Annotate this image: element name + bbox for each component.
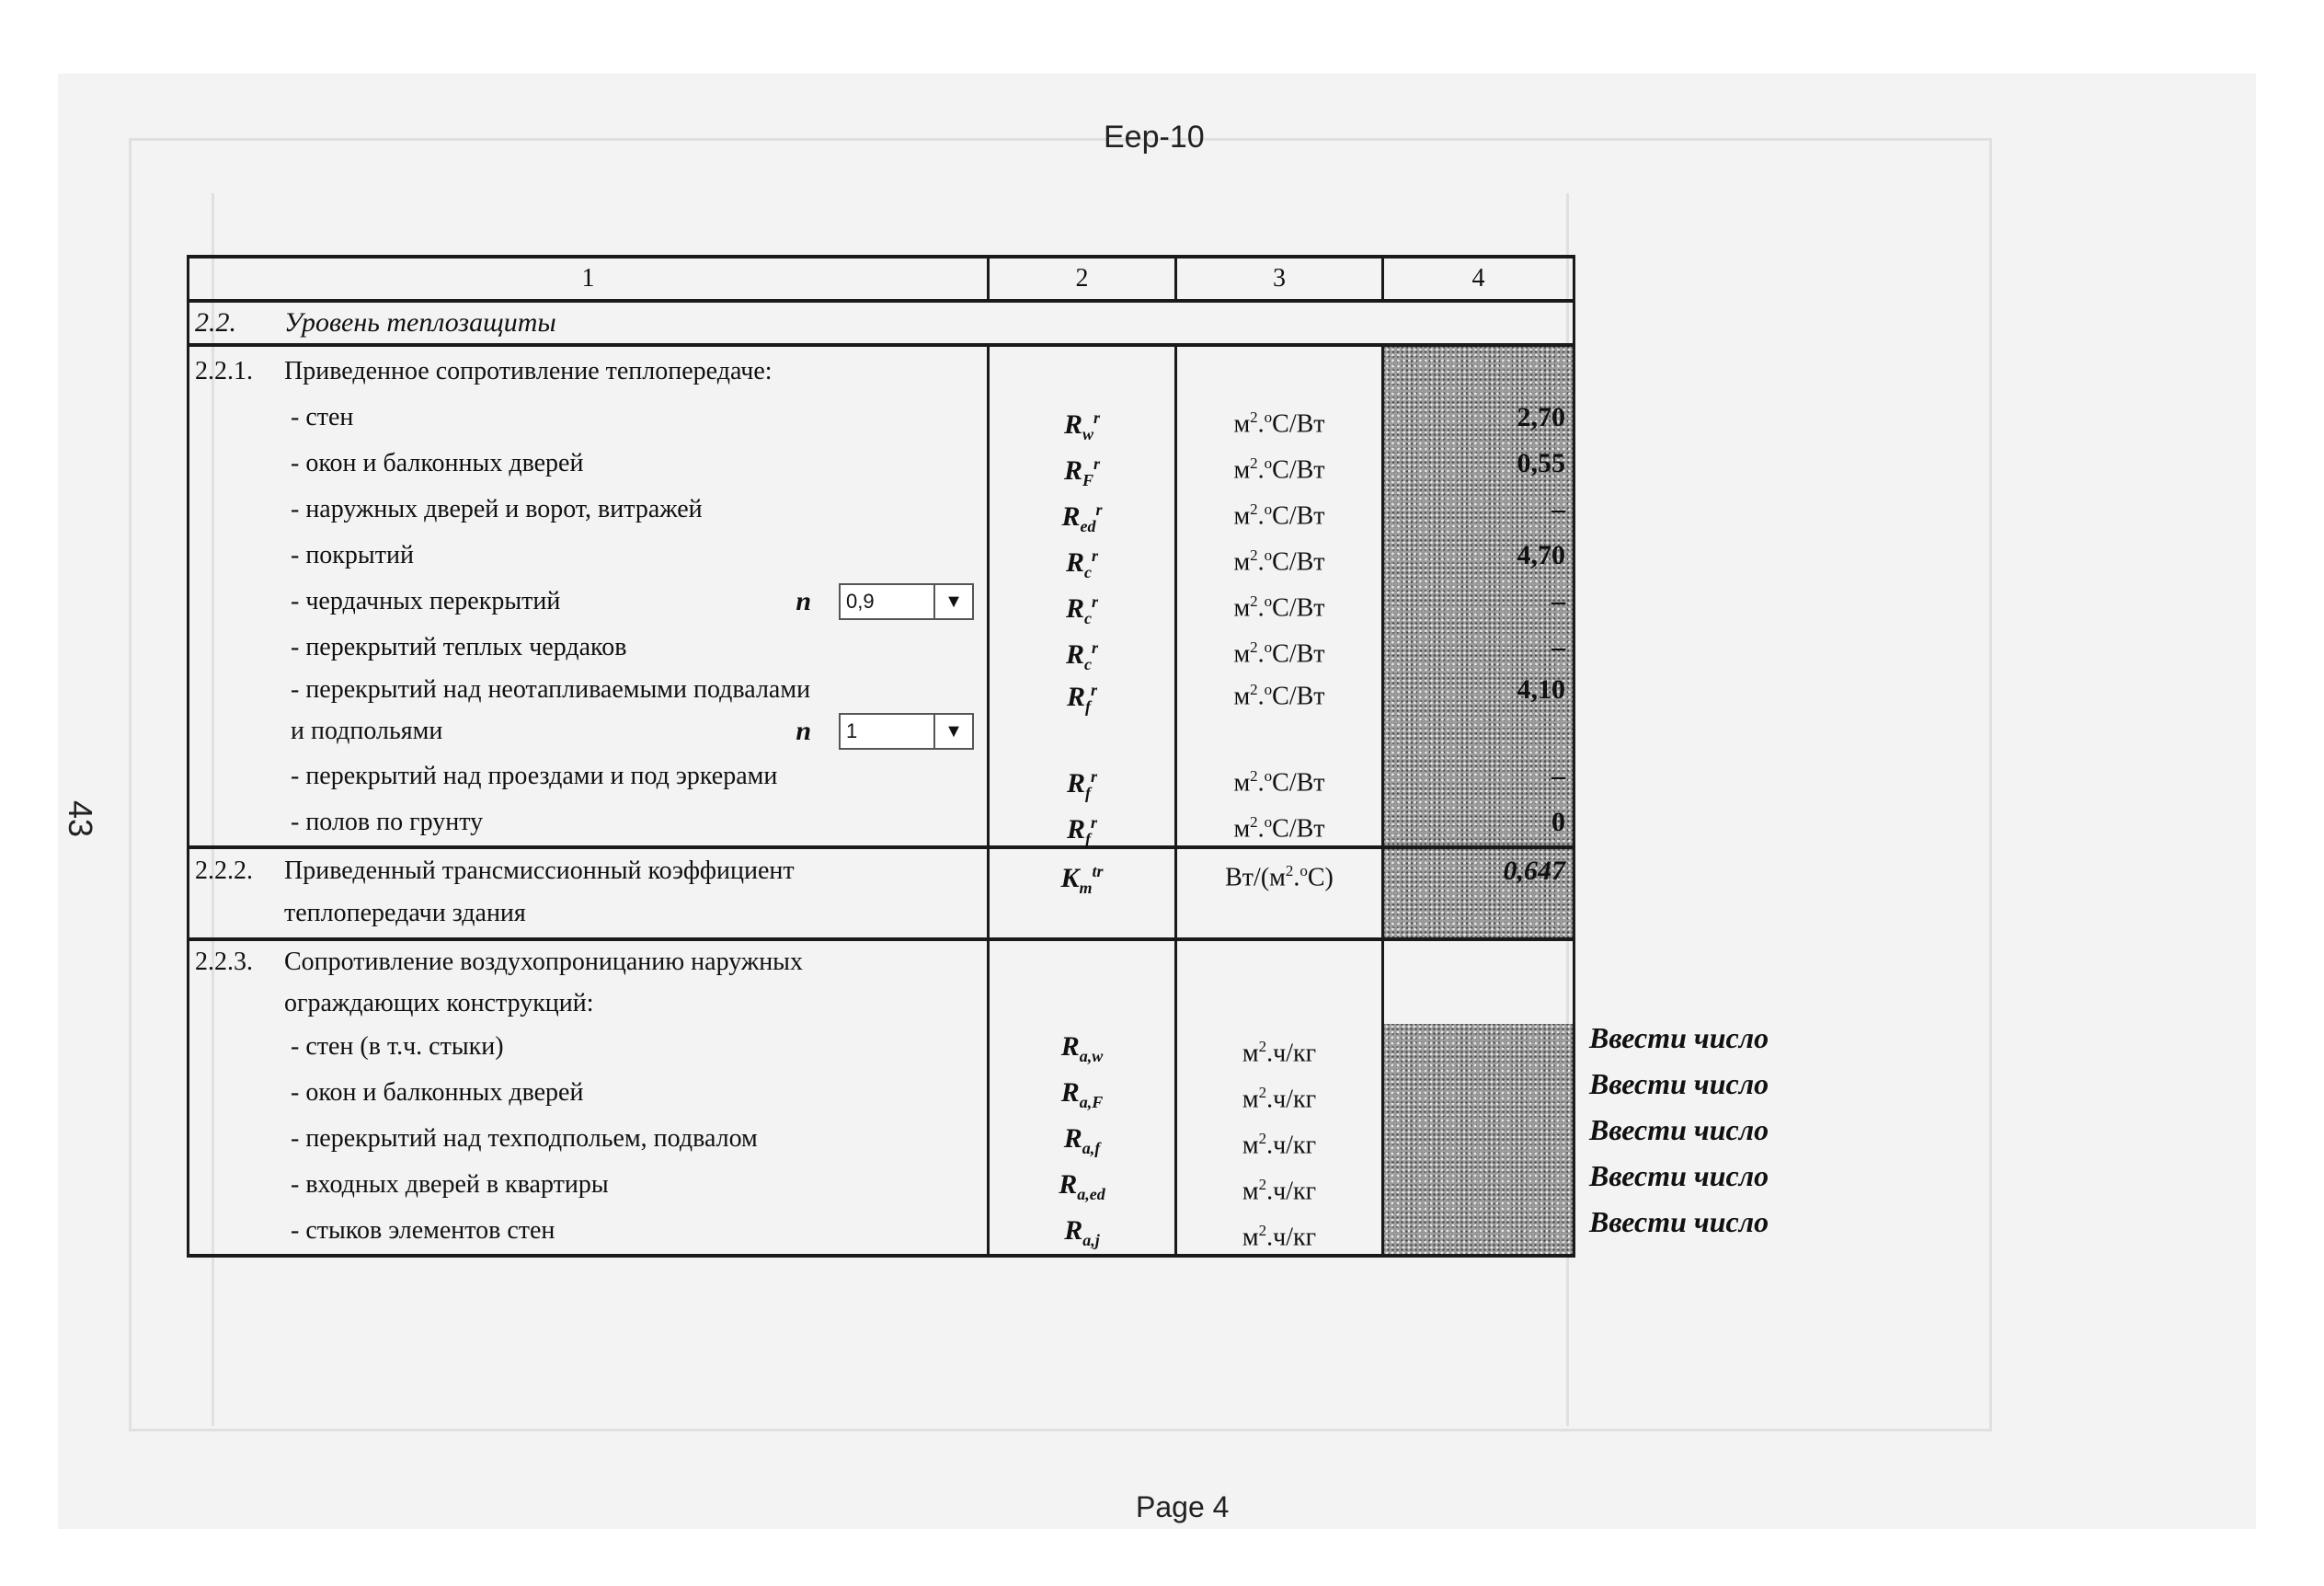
- labels-cell: [189, 939, 989, 1256]
- row-label: - стен (в т.ч. стыки): [291, 1032, 504, 1061]
- symbol: $R_F^r$: [1063, 454, 1101, 489]
- page-number: 43: [62, 800, 99, 838]
- units-cell: [1176, 345, 1383, 847]
- section-cell: [189, 301, 1574, 345]
- row-label: - перекрытий теплых чердаков: [291, 633, 627, 661]
- page-header: Eep-10: [1104, 120, 1205, 155]
- symbols-cell: [989, 939, 1176, 1256]
- row-label: - полов по грунту: [291, 808, 484, 836]
- enter-number-hint: Ввести число: [1589, 1159, 1769, 1192]
- row-label: - перекрытий над проездами и под эркерами: [291, 762, 778, 790]
- symbol: $R_{a,j}$: [1064, 1215, 1100, 1249]
- units-cell: [1176, 939, 1383, 1256]
- column-header-row: [189, 257, 1574, 301]
- values-cell: [1383, 847, 1574, 939]
- unit: $м^2.^оС/Вт$: [1233, 500, 1325, 531]
- enter-number-hint: Ввести число: [1589, 1113, 1769, 1146]
- item-number: 2.2.1.: [195, 357, 253, 385]
- column-header: 4: [1383, 257, 1574, 301]
- item-title: Приведенное сопротивление теплопередаче:: [284, 357, 773, 385]
- value: –: [1551, 761, 1565, 791]
- row-label: - покрытий: [291, 541, 414, 569]
- value: 0: [1551, 807, 1565, 837]
- unit: $м^2.ч/кг$: [1242, 1130, 1317, 1160]
- column-header: 2: [989, 257, 1176, 301]
- page-footer: Page 4: [1136, 1490, 1230, 1523]
- symbol: $R_w^r$: [1063, 408, 1101, 443]
- column-header: 1: [189, 257, 989, 301]
- enter-number-hint: Ввести число: [1589, 1021, 1769, 1054]
- block-2-2-3: [189, 939, 1574, 1256]
- unit: $м^2.^оС/Вт$: [1233, 592, 1325, 623]
- block-2-2-1: [189, 345, 1574, 847]
- value: –: [1551, 586, 1565, 616]
- enter-number-hint: Ввести число: [1589, 1205, 1769, 1238]
- symbol: $R_f^r$: [1066, 767, 1098, 802]
- unit: $м^2.ч/кг$: [1242, 1176, 1317, 1206]
- symbol: $R_c^r$: [1065, 638, 1099, 673]
- unit: $м^2.^оС/Вт$: [1233, 767, 1325, 798]
- unit: $м^2.^оС/Вт$: [1233, 681, 1325, 711]
- unit: $м^2.^оС/Вт$: [1233, 638, 1325, 669]
- labels-cell: [189, 847, 989, 939]
- unit: $м^2.ч/кг$: [1242, 1038, 1317, 1068]
- unit: $м^2.ч/кг$: [1242, 1084, 1317, 1114]
- value: 0,55: [1517, 448, 1565, 478]
- chevron-down-icon[interactable]: ▼: [933, 715, 972, 748]
- n-coefficient-dropdown[interactable]: [839, 583, 974, 620]
- symbol: $R_c^r$: [1065, 592, 1099, 627]
- unit: $м^2.^оС/Вт$: [1233, 454, 1325, 485]
- symbol: $R_{a,f}$: [1063, 1123, 1101, 1157]
- enter-number-hint: Ввести число: [1589, 1067, 1769, 1100]
- heat-protection-table: [187, 255, 1575, 1258]
- row-label: - входных дверей в квартиры: [291, 1170, 609, 1199]
- unit: $Вт/(м^2.^оС)$: [1225, 862, 1334, 892]
- unit: $м^2.^оС/Вт$: [1233, 813, 1325, 844]
- column-header: 3: [1176, 257, 1383, 301]
- value: 2,70: [1517, 402, 1565, 432]
- item-title-cont: теплопередачи здания: [284, 899, 526, 927]
- row-label: и подпольями: [291, 717, 443, 745]
- row-label: - перекрытий над техподпольем, подвалом: [291, 1124, 758, 1153]
- symbol: $R_{a,F}$: [1060, 1077, 1104, 1111]
- units-cell: [1176, 847, 1383, 939]
- row-label: - окон и балконных дверей: [291, 1078, 584, 1107]
- values-cell: [1383, 345, 1574, 847]
- symbol: $R_{a,ed}$: [1059, 1169, 1105, 1203]
- item-number: 2.2.3.: [195, 948, 253, 976]
- section-number: 2.2.: [195, 307, 236, 338]
- value-input[interactable]: [1384, 1024, 1573, 1254]
- row-label: - наружных дверей и ворот, витражей: [291, 495, 703, 523]
- value: –: [1551, 494, 1565, 524]
- n-coefficient-label: n: [796, 586, 811, 616]
- item-title-cont: ограждающих конструкций:: [284, 989, 594, 1017]
- block-2-2-2: [189, 847, 1574, 939]
- n-coefficient-dropdown[interactable]: [839, 713, 974, 750]
- dropdown-value: 1: [846, 719, 858, 742]
- symbol: $R_f^r$: [1066, 813, 1098, 848]
- unit: $м^2.ч/кг$: [1242, 1222, 1317, 1252]
- row-label: - окон и балконных дверей: [291, 449, 584, 477]
- value: –: [1551, 632, 1565, 662]
- n-coefficient-label: n: [796, 716, 811, 746]
- symbol: $K_m^{tr}$: [1060, 862, 1104, 897]
- row-label-with-n: [189, 579, 987, 625]
- row-label: - стыков элементов стен: [291, 1216, 555, 1245]
- row-label-with-n: [189, 709, 987, 753]
- dropdown-value: 0,9: [846, 590, 875, 613]
- row-label: - перекрытий над неотапливаемыми подвалами: [291, 675, 811, 704]
- section-row: [189, 301, 1574, 345]
- item-title: Сопротивление воздухопроницанию наружных: [284, 948, 803, 976]
- symbol: $R_{ed}^r$: [1061, 500, 1103, 535]
- item-title: Приведенный трансмиссионный коэффициент: [284, 856, 795, 885]
- row-label: - стен: [291, 403, 354, 431]
- values-cell: [1383, 939, 1574, 1256]
- symbols-cell: [989, 345, 1176, 847]
- value: 4,70: [1517, 540, 1565, 570]
- chevron-down-icon[interactable]: ▼: [933, 585, 972, 618]
- symbols-cell: [989, 847, 1176, 939]
- unit: $м^2.^оС/Вт$: [1233, 546, 1325, 577]
- symbol: $R_{a,w}$: [1060, 1031, 1104, 1065]
- symbol: $R_c^r$: [1065, 546, 1099, 581]
- value: 4,10: [1517, 674, 1565, 705]
- labels-cell: [189, 345, 989, 847]
- section-title: Уровень теплозащиты: [284, 307, 556, 338]
- symbol: $R_f^r$: [1066, 681, 1098, 716]
- row-label: - чердачных перекрытий: [291, 587, 561, 615]
- value: 0,647: [1503, 856, 1565, 886]
- item-number: 2.2.2.: [195, 856, 253, 885]
- unit: $м^2.^оС/Вт$: [1233, 408, 1325, 439]
